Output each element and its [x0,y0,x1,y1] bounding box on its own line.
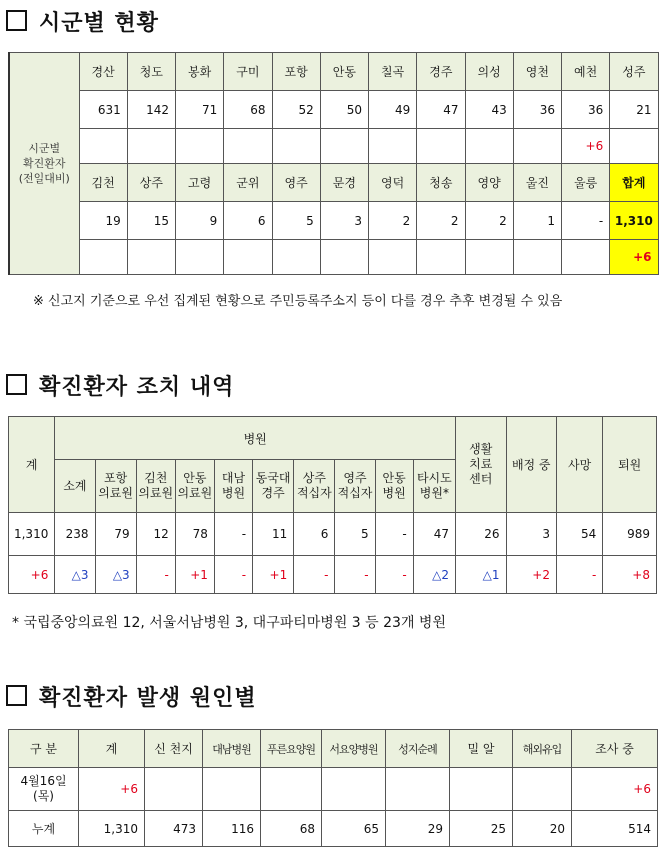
measure-change: +6 [9,556,55,594]
region-status-table [8,52,659,275]
region-change [465,240,513,275]
region-count: 19 [79,202,127,240]
region-change [513,240,561,275]
region-count: 15 [127,202,175,240]
measure-count: 54 [556,513,602,556]
region-change [176,129,224,164]
cause-header: 밀 알 [450,730,513,768]
cause-count: 68 [261,811,322,847]
region-name: 예천 [562,53,610,91]
region-count: 36 [562,91,610,129]
measures-change-row [9,556,657,594]
measure-change: - [214,556,252,594]
region-name: 의성 [465,53,513,91]
section1-note: ※ 신고지 기준으로 우선 집계된 현황으로 주민등록주소지 등이 다를 경우 추후 변경될 수 있음 [33,294,563,309]
region-name: 안동 [320,53,368,91]
measure-count: 1,310 [9,513,55,556]
cause-header: 구 분 [9,730,79,768]
cause-change: +6 [79,768,145,811]
checkbox-square-icon [6,10,27,31]
measures-count-row [9,513,657,556]
region-name: 청도 [127,53,175,91]
region-count: 2 [369,202,417,240]
region-name: 청송 [417,164,465,202]
region-change [176,240,224,275]
region-change [224,129,272,164]
measure-count: - [375,513,413,556]
region-count-row [9,202,658,240]
region-count: 49 [369,91,417,129]
region-change [562,240,610,275]
measure-count: - [214,513,252,556]
region-name: 고령 [176,164,224,202]
hospital-subheader: 안동 의료원 [175,460,214,513]
region-change: +6 [562,129,610,164]
cause-change [513,768,572,811]
region-count: 142 [127,91,175,129]
measure-count: 3 [506,513,556,556]
measure-change: - [375,556,413,594]
cause-change: +6 [572,768,658,811]
cause-count: 65 [322,811,386,847]
region-count: 1 [513,202,561,240]
section1-title: 시군별 현황 [6,6,159,37]
region-change [417,129,465,164]
measure-change: +2 [506,556,556,594]
region-count: 68 [224,91,272,129]
section2-title: 확진환자 조치 내역 [6,370,234,401]
checkbox-square-icon [6,685,27,706]
cumulative-label: 누계 [9,811,79,847]
hospital-subheader: 타시도 병원* [413,460,455,513]
region-change [79,240,127,275]
hospital-subheader: 상주 적십자 [294,460,335,513]
cause-count: 29 [386,811,450,847]
measure-count: 5 [335,513,375,556]
measure-count: 238 [55,513,95,556]
death-header: 사망 [556,417,602,513]
region-change [320,129,368,164]
cause-count: 1,310 [79,811,145,847]
cause-header: 조사 중 [572,730,658,768]
measure-change: - [335,556,375,594]
cause-header: 대남병원 [203,730,261,768]
region-change [127,129,175,164]
region-change [513,129,561,164]
date-label: 4월16일 (목) [9,768,79,811]
patient-measures-table [8,416,657,594]
region-count: 2 [417,202,465,240]
region-change-row [9,240,658,275]
region-name: 영덕 [369,164,417,202]
measure-count: 12 [136,513,175,556]
region-change [320,240,368,275]
hospital-subheader: 안동 병원 [375,460,413,513]
total-count: 1,310 [610,202,658,240]
measure-change: - [556,556,602,594]
region-name: 경산 [79,53,127,91]
region-change [610,129,658,164]
side-label: 시군별 확진환자 (전일대비) [9,53,79,275]
total-header: 계 [9,417,55,513]
cause-change [261,768,322,811]
measure-change: +8 [603,556,657,594]
region-change-row [9,129,658,164]
region-name: 울릉 [562,164,610,202]
region-change [272,240,320,275]
cause-table [8,729,658,847]
cause-today-row [9,768,658,811]
hospital-header: 병원 [55,417,456,460]
measure-count: 47 [413,513,455,556]
cause-count: 473 [145,811,203,847]
discharge-header: 퇴원 [603,417,657,513]
cause-change [203,768,261,811]
region-count: 52 [272,91,320,129]
measure-count: 6 [294,513,335,556]
region-name: 영양 [465,164,513,202]
region-count: 9 [176,202,224,240]
measure-change: △1 [456,556,506,594]
cause-change [145,768,203,811]
cause-count: 25 [450,811,513,847]
hospital-subheader: 포항 의료원 [95,460,136,513]
region-count: 36 [513,91,561,129]
region-name: 김천 [79,164,127,202]
region-change [127,240,175,275]
hospital-subheader: 대남 병원 [214,460,252,513]
cause-header: 서요양병원 [322,730,386,768]
cause-count: 514 [572,811,658,847]
region-count-row [9,91,658,129]
measure-change: - [136,556,175,594]
hospital-subheader: 김천 의료원 [136,460,175,513]
region-header-row [9,164,658,202]
region-count: 631 [79,91,127,129]
cause-header: 신 천지 [145,730,203,768]
measure-count: 79 [95,513,136,556]
measure-count: 11 [253,513,294,556]
assign-header: 배정 중 [506,417,556,513]
cause-header: 계 [79,730,145,768]
region-change [369,129,417,164]
region-name: 칠곡 [369,53,417,91]
cause-change [450,768,513,811]
hospital-subheader: 소계 [55,460,95,513]
region-count: 6 [224,202,272,240]
region-count: 47 [417,91,465,129]
cause-count: 20 [513,811,572,847]
total-change: +6 [610,240,658,275]
cause-header: 성지순례 [386,730,450,768]
region-count: 3 [320,202,368,240]
section2-note: * 국립중앙의료원 12, 서울서남병원 3, 대구파티마병원 3 등 23개 병원 [12,615,446,631]
cause-header-row [9,730,658,768]
region-name: 성주 [610,53,658,91]
measures-header-row [9,417,657,460]
region-name: 영주 [272,164,320,202]
region-count: 2 [465,202,513,240]
region-change [224,240,272,275]
cause-header: 해외유입 [513,730,572,768]
region-name: 울진 [513,164,561,202]
region-name: 문경 [320,164,368,202]
hospital-subheader: 영주 적십자 [335,460,375,513]
measure-count: 989 [603,513,657,556]
region-name: 구미 [224,53,272,91]
total-header: 합계 [610,164,658,202]
cause-count: 116 [203,811,261,847]
region-change [272,129,320,164]
region-change [369,240,417,275]
measure-change: △3 [95,556,136,594]
region-count: 71 [176,91,224,129]
section3-title: 확진환자 발생 원인별 [6,681,257,712]
measure-change: △2 [413,556,455,594]
region-change [79,129,127,164]
measure-change: +1 [175,556,214,594]
region-name: 영천 [513,53,561,91]
region-change [465,129,513,164]
measure-count: 78 [175,513,214,556]
cause-header: 푸른요양원 [261,730,322,768]
cause-change [322,768,386,811]
region-name: 군위 [224,164,272,202]
region-name: 경주 [417,53,465,91]
region-header-row [9,53,658,91]
hospital-subheader: 동국대 경주 [253,460,294,513]
region-change [417,240,465,275]
life-center-header: 생활 치료 센터 [456,417,506,513]
region-name: 봉화 [176,53,224,91]
region-count: 5 [272,202,320,240]
measure-count: 26 [456,513,506,556]
region-count: 21 [610,91,658,129]
region-count: 50 [320,91,368,129]
region-count: 43 [465,91,513,129]
measure-change: △3 [55,556,95,594]
region-name: 상주 [127,164,175,202]
region-name: 포항 [272,53,320,91]
cause-total-row [9,811,658,847]
cause-change [386,768,450,811]
checkbox-square-icon [6,374,27,395]
region-count: - [562,202,610,240]
measure-change: +1 [253,556,294,594]
measure-change: - [294,556,335,594]
